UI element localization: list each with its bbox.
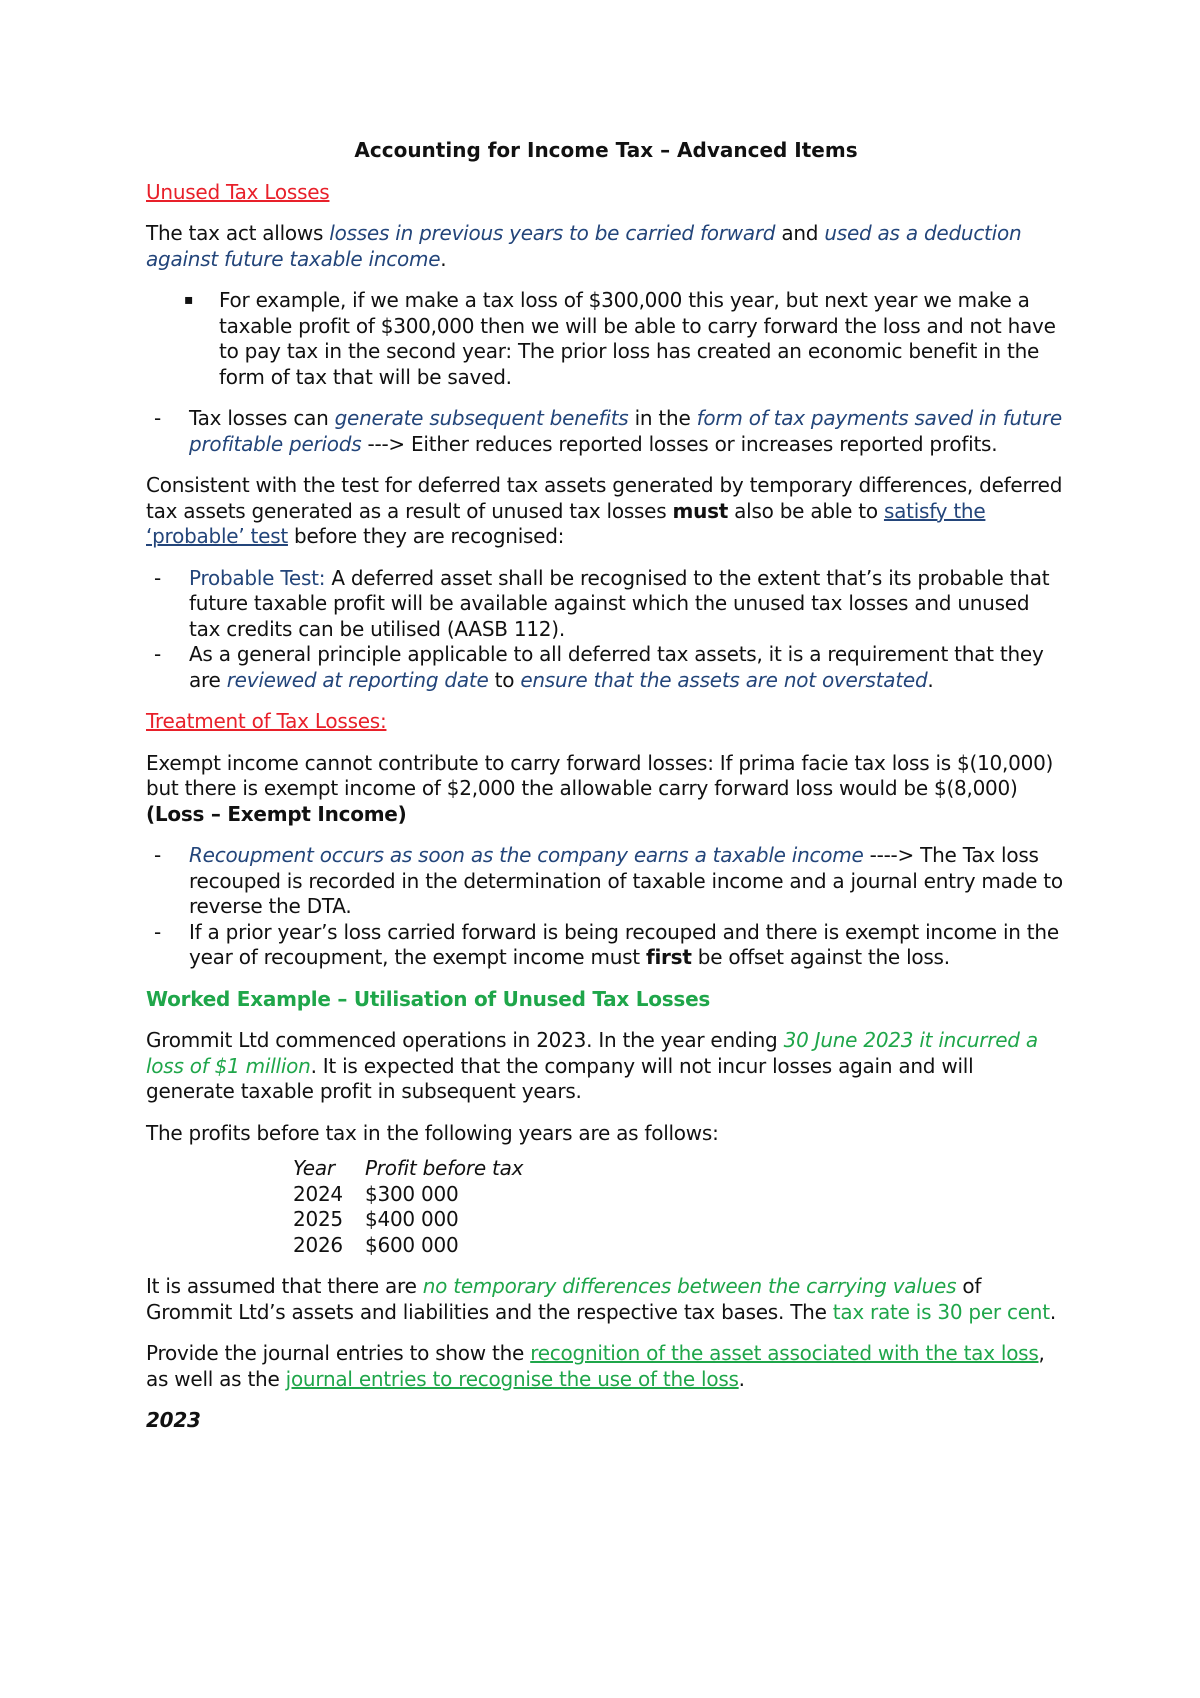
document-title: Accounting for Income Tax – Advanced Items xyxy=(354,138,858,162)
text: Tax losses can xyxy=(189,406,335,430)
text: Grommit Ltd commenced operations in 2023. In the year ending xyxy=(146,1028,784,1052)
dash-list xyxy=(146,566,1066,694)
text: . It is expected that the company will not incur losses again and will generate taxable profit in subsequent years. xyxy=(146,1053,974,1103)
text: ----> The Tax loss recouped is recorded in the determination of taxable income and a journal entry made to reverse the DTA. xyxy=(189,843,1063,918)
paragraph-assumption xyxy=(146,1274,1066,1325)
text: be offset against the loss. xyxy=(691,945,950,969)
emphasis-text: generate subsequent benefits xyxy=(334,406,629,430)
text: ---> Either reduces reported losses or increases reported profits. xyxy=(361,431,998,456)
list-item xyxy=(146,288,1066,390)
emphasis-text: reviewed at reporting date xyxy=(226,667,489,692)
emphasis-text: 30 June 2023 it incurred a loss of $1 million xyxy=(146,1028,1038,1078)
text: If a prior year’s loss carried forward is being recouped and there is exempt income in the year of recoupment, the exempt income must xyxy=(189,919,1059,969)
text: of Grommit Ltd’s assets and liabilities and the respective tax bases. The xyxy=(146,1274,982,1324)
bold-text: (Loss – Exempt Income) xyxy=(146,801,407,826)
table-cell: $300 000 xyxy=(365,1181,459,1206)
paragraph-provide-entries xyxy=(146,1341,1066,1392)
text: Consistent with the test for deferred tax assets generated by temporary differences, deferred tax assets generated as a result of unused tax losses xyxy=(146,473,1063,523)
dash-list xyxy=(146,843,1066,971)
year-heading: 2023 xyxy=(146,1408,201,1432)
highlight-text: tax rate is 30 per cent xyxy=(832,1299,1050,1324)
text: . xyxy=(1049,1299,1056,1324)
paragraph-profits: The profits before tax in the following years are as follows: xyxy=(146,1120,719,1145)
text: Provide the journal entries to show the xyxy=(146,1341,531,1365)
text: also be able to xyxy=(728,498,884,523)
underlined-text: recognition of the asset associated with the tax loss xyxy=(530,1341,1039,1365)
paragraph-exempt-income xyxy=(146,751,1066,828)
list-item xyxy=(146,843,1066,920)
dash-marker: - xyxy=(154,843,161,867)
dash-marker: - xyxy=(154,919,161,944)
text: to xyxy=(488,667,521,692)
column-header: Profit before tax xyxy=(365,1156,524,1180)
table-cell: $400 000 xyxy=(365,1207,459,1231)
text: It is assumed that there are xyxy=(146,1274,423,1298)
text: A deferred asset shall be recognised to the extent that’s its probable that future taxable profit will be available against which the unused tax losses and unused tax credits can be utilised (AASB 112). xyxy=(189,565,1050,641)
dash-marker: - xyxy=(154,406,161,430)
section-heading-worked-example: Worked Example – Utilisation of Unused Tax Losses xyxy=(146,986,711,1011)
text: and xyxy=(775,221,825,245)
table-row xyxy=(293,1182,523,1208)
text: , as well as the xyxy=(146,1341,1045,1391)
emphasis-text: ensure that the assets are not overstated xyxy=(520,667,928,692)
bullet-list xyxy=(146,288,1066,390)
emphasis-text: no temporary differences between the carrying values xyxy=(422,1274,963,1298)
square-bullet-icon: ▪ xyxy=(184,292,194,308)
paragraph-grommit xyxy=(146,1028,1066,1105)
text: . xyxy=(738,1366,745,1391)
table-row xyxy=(293,1207,523,1233)
bold-text: must xyxy=(672,498,729,523)
text: before they are recognised: xyxy=(287,524,565,548)
dash-marker: - xyxy=(154,565,161,590)
paragraph-tax-act xyxy=(146,221,1066,272)
text: Exempt income cannot contribute to carry forward losses: If prima facie tax loss is $(10,000) but there is exempt income of $2,000 the allowable carry forward loss would be $(8,000) xyxy=(146,750,1054,800)
underlined-text: journal entries to recognise the use of the loss xyxy=(285,1366,739,1391)
list-item xyxy=(146,642,1066,693)
text: As a general principle applicable to all deferred tax assets, it is a requirement that they are xyxy=(189,642,1044,692)
dash-marker: - xyxy=(154,642,161,666)
table-cell: 2024 xyxy=(293,1181,343,1206)
list-item xyxy=(146,406,1066,457)
list-item xyxy=(146,920,1066,971)
list-item-text: For example, if we make a tax loss of $300,000 this year, but next year we make a taxable profit of $300,000 then we will be able to carry forward the loss and not have to pay tax in the second year: The prior loss has created an economic benefit in the form of tax that will be saved. xyxy=(219,288,1056,389)
emphasis-text: losses in previous years to be carried forward xyxy=(329,221,776,245)
emphasis-text: Recoupment occurs as soon as the company earns a taxable income xyxy=(189,843,864,867)
table-row xyxy=(293,1233,523,1259)
table-cell: $600 000 xyxy=(365,1232,459,1257)
text: . xyxy=(927,667,934,692)
underlined-text: satisfy the ‘probable’ test xyxy=(146,498,986,548)
dash-list xyxy=(146,406,1066,457)
text: in the xyxy=(628,406,697,430)
emphasis-text: used as a deduction against future taxable income xyxy=(146,221,1022,271)
text: . xyxy=(440,246,447,271)
term-label: Probable Test: xyxy=(189,565,326,590)
list-item xyxy=(146,566,1066,643)
document-page xyxy=(146,138,1066,1434)
table-header-row xyxy=(293,1156,523,1182)
emphasis-text: form of tax payments saved in future profitable periods xyxy=(189,406,1062,456)
text: The tax act allows xyxy=(146,221,330,245)
table-cell: 2025 xyxy=(293,1207,343,1231)
profit-table xyxy=(293,1156,523,1258)
bold-text: first xyxy=(646,945,692,969)
paragraph-consistent xyxy=(146,473,1066,550)
section-heading-treatment: Treatment of Tax Losses: xyxy=(146,709,387,733)
table-cell: 2026 xyxy=(293,1232,343,1257)
section-heading-unused-tax-losses: Unused Tax Losses xyxy=(146,179,330,204)
column-header: Year xyxy=(293,1156,335,1180)
